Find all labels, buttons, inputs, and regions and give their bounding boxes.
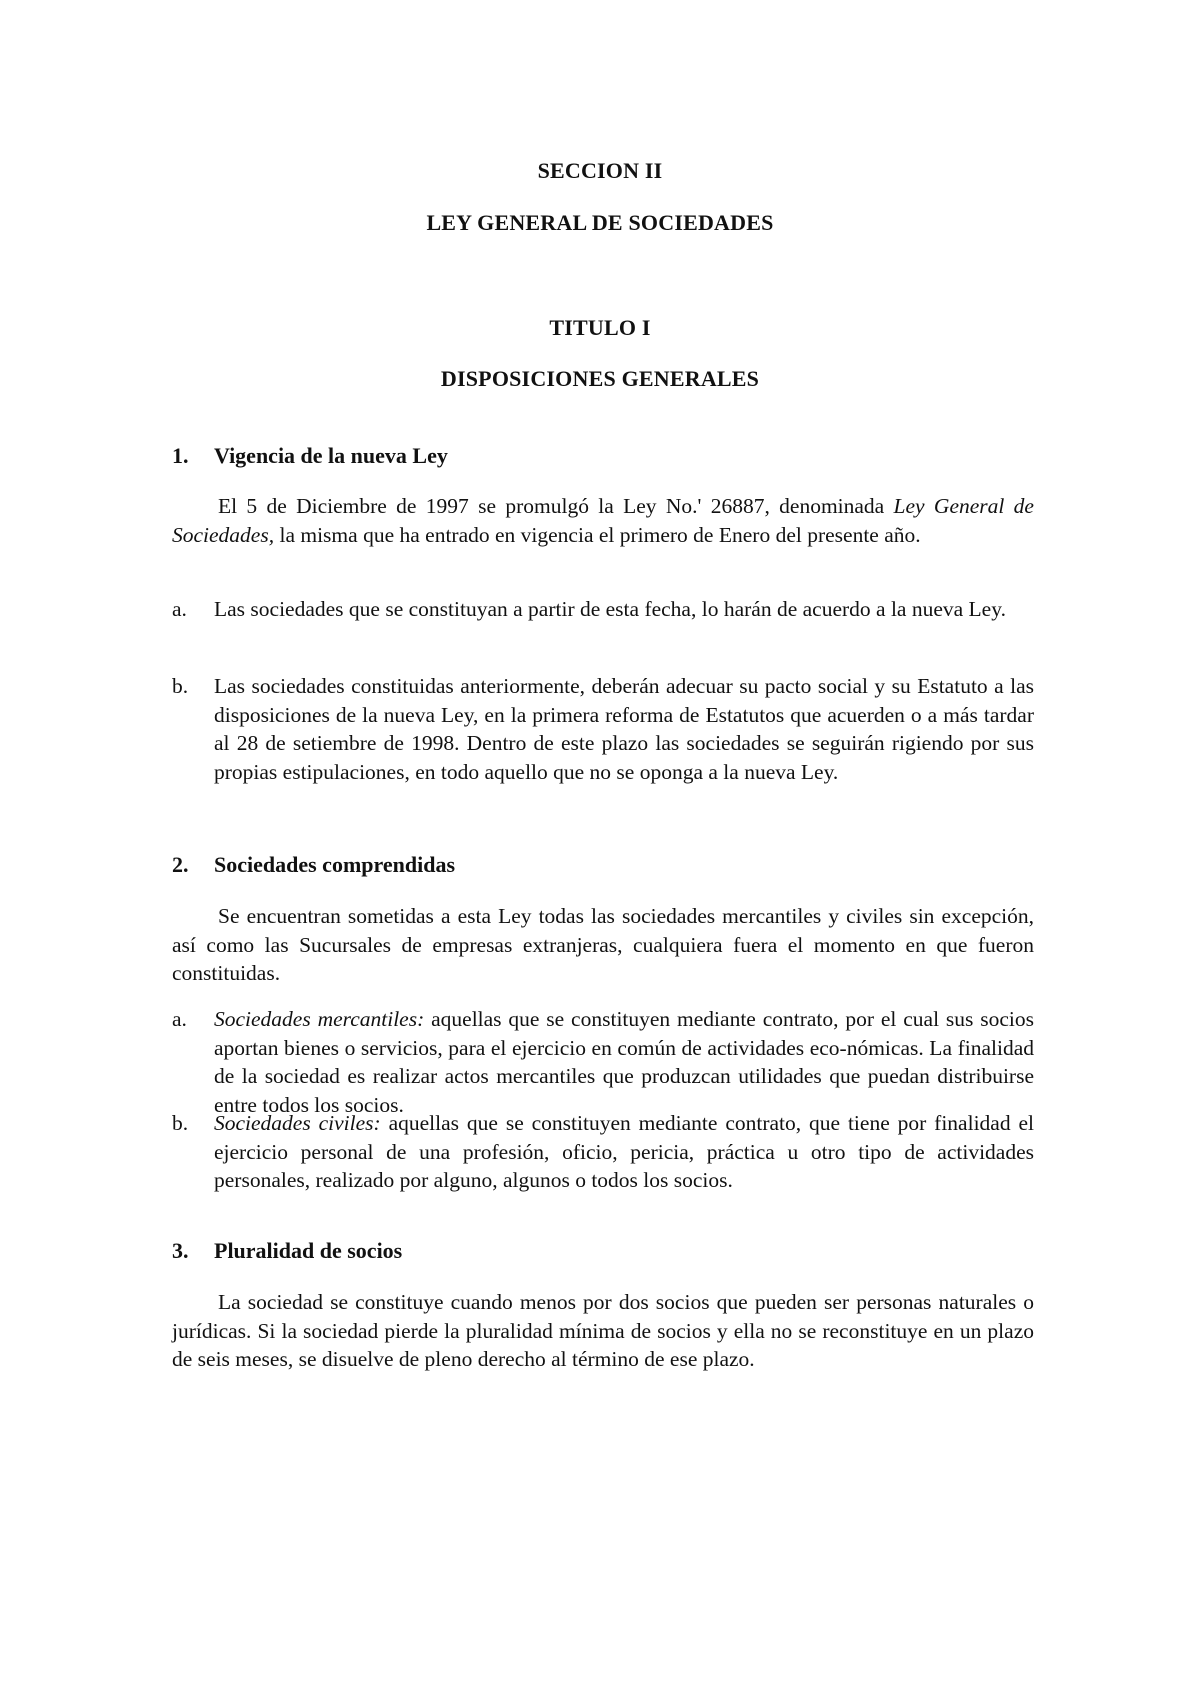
section-3-intro-text: La sociedad se constituye cuando menos por dos socios que pueden ser personas naturales o jurídicas. Si la sociedad pierde la pluralidad mínima de socios y ella no se reconstituye en un plazo de seis meses, se disuelve de pleno derecho al término de ese plazo. [172, 1290, 1034, 1371]
item-text: Las sociedades que se constituyan a partir de esta fecha, lo harán de acuerdo a la nueva Ley. [214, 597, 1006, 621]
item-term: Sociedades mercantiles: [214, 1007, 425, 1031]
section-1-item-a [172, 595, 1034, 624]
item-term: Sociedades civiles: [214, 1111, 381, 1135]
item-text: Las sociedades constituidas anteriormente, deberán adecuar su pacto social y su Estatuto a las disposiciones de la nueva Ley, en la primera reforma de Estatutos que acuerden o a más tardar al 28 de setiembre de 1998. Dentro de este plazo las sociedades se seguirán rigiendo por sus propias estipulaciones, en todo aquello que no se oponga a la nueva Ley. [214, 674, 1034, 784]
titulo-label: TITULO I [549, 315, 651, 340]
titulo-name: DISPOSICIONES GENERALES [440, 366, 760, 391]
section-1-intro-pre: El 5 de Diciembre de 1997 se promulgó la Ley No.' 26887, denominada [218, 494, 894, 518]
section-1-number: 1. [172, 443, 189, 468]
section-2-item-b [172, 1109, 1034, 1195]
section-1-title: Vigencia de la nueva Ley [214, 443, 448, 468]
section-3-title: Pluralidad de socios [214, 1238, 403, 1263]
item-marker: a. [172, 597, 187, 621]
section-1-heading [172, 443, 448, 469]
section-2-number: 2. [172, 852, 189, 877]
item-marker: b. [172, 1111, 189, 1135]
section-title: SECCION II [537, 158, 663, 183]
section-2-heading [172, 852, 455, 878]
item-description: aquellas que se constituyen mediante contrato, por el cual sus socios aportan bienes o servicios, para el ejercicio en común de actividades eco-nómicas. La finalidad de la sociedad es realizar actos mercantiles que produzcan utilidades que puedan distribuirse entre todos los socios. [214, 1007, 1034, 1117]
section-1-intro-post: la misma que ha entrado en vigencia el primero de Enero del presente año. [274, 522, 921, 547]
item-marker: b. [172, 674, 189, 698]
section-1-item-b [172, 672, 1034, 786]
section-2-intro-text: Se encuentran sometidas a esta Ley todas las sociedades mercantiles y civiles sin excepción, así como las Sucursales de empresas extranjeras, cualquiera fuera el momento en que fueron constituidas. [172, 904, 1034, 985]
section-3-heading [172, 1238, 402, 1264]
law-title: LEY GENERAL DE SOCIEDADES [426, 210, 774, 235]
item-description: aquellas que se constituyen mediante contrato, que tiene por finalidad el ejercicio personal de una profesión, oficio, pericia, práctica u otro tipo de actividades personales, realizado por alguno, algunos o todos los socios. [214, 1111, 1034, 1192]
item-text [214, 1005, 1034, 1119]
item-text [214, 1109, 1034, 1195]
section-2-item-a [172, 1005, 1034, 1119]
section-1-intro-emph: Ley General de Sociedades, [172, 494, 1034, 547]
section-3-number: 3. [172, 1238, 189, 1263]
item-marker: a. [172, 1007, 187, 1031]
section-1-intro [172, 492, 1034, 549]
section-2-intro [172, 902, 1034, 988]
section-3-intro [172, 1288, 1034, 1374]
section-2-title: Sociedades comprendidas [214, 852, 456, 877]
